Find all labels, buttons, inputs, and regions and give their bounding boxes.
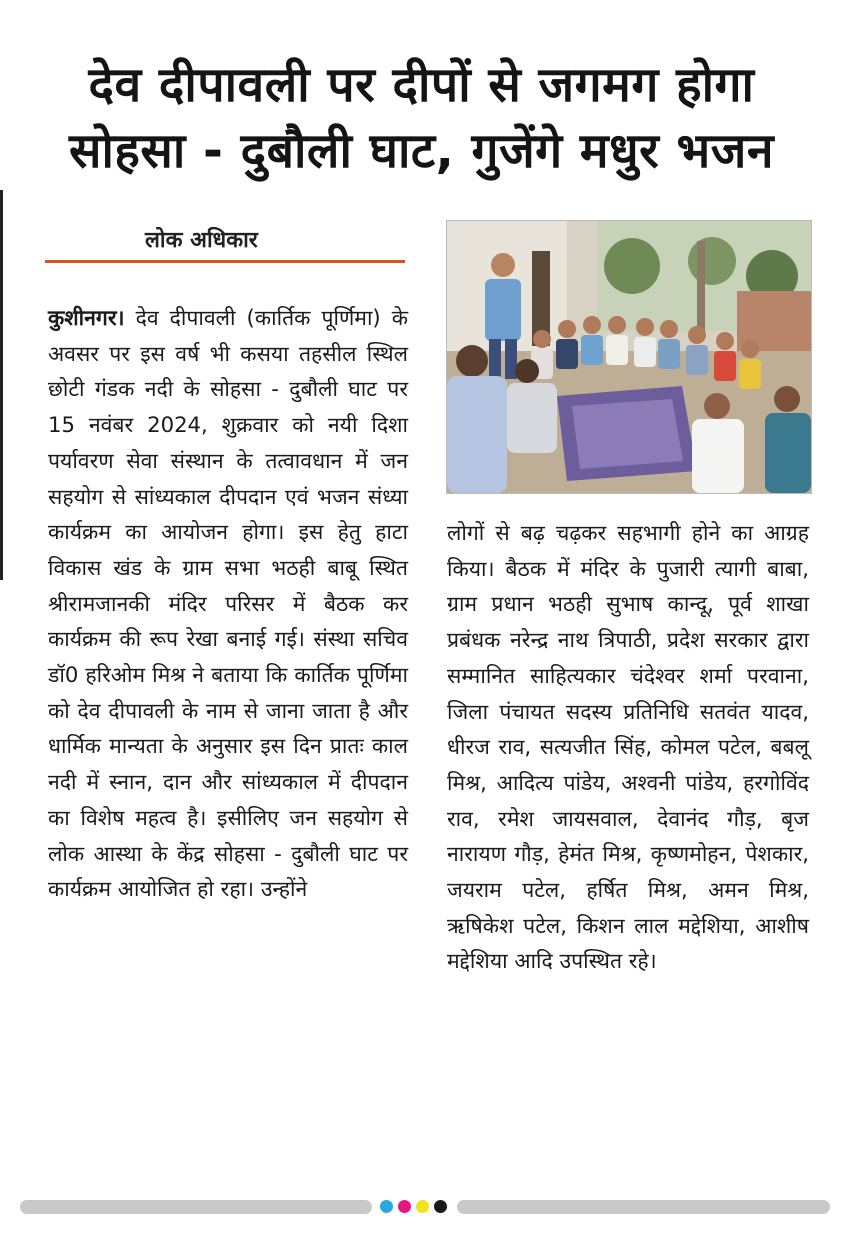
body-text-left: देव दीपावली (कार्तिक पूर्णिमा) के अवसर पर इस वर्ष भी कसया तहसील स्थिल छोटी गंडक नदी के सोहसा - दुबौली घाट पर 15 नवंबर 2024, शुक्रवार को नयी दिशा पर्यावरण सेवा संस्थान के तत्वावधान में जन सहयोग से सांध्यकाल दीपदान एवं भजन संध्या कार्यक्रम का आयोजन होगा। इस हेतु हाटा विकास खंड के ग्राम सभा भठही बाबू स्थित श्रीरामजानकी मंदिर परिसर में बैठक कर कार्यक्रम की रूप रेखा बनाई गई। संस्था सचिव डॉ0 हरिओम मिश्र ने बताया कि कार्तिक पूर्णिमा को देव दीपावली के नाम से जाना जाता है और धार्मिक मान्यता के अनुसार इस दिन प्रातः काल नदी में स्नान, दान और सांध्यकाल में दीपदान का विशेष महत्व है। इसीलिए जन सहयोग से लोक आस्था के केंद्र सोहसा - दुबौली घाट पर कार्यक्रम आयोजित हो रहा। उन्होंने	[48, 305, 408, 902]
left-margin-rule	[0, 190, 3, 580]
footer-bar-left	[20, 1200, 372, 1214]
cyan-dot	[380, 1200, 393, 1213]
byline-rule	[45, 260, 405, 263]
article-column-right	[447, 515, 809, 979]
meeting-photo-illustration	[447, 221, 811, 493]
yellow-dot	[416, 1200, 429, 1213]
headline	[20, 52, 823, 184]
dateline: कुशीनगर।	[48, 305, 125, 330]
news-photo	[446, 220, 812, 494]
body-text-right: लोगों से बढ़ चढ़कर सहभागी होने का आग्रह किया। बैठक में मंदिर के पुजारी त्यागी बाबा, ग्राम प्रधान भठही सुभाष कान्दू, पूर्व शाखा प्रबंधक नरेन्द्र नाथ त्रिपाठी, प्रदेश सरकार द्वारा सम्मानित साहित्यकार चंदेश्वर शर्मा परवाना, जिला पंचायत सदस्य प्रतिनिधि सतवंत यादव, धीरज राव, सत्यजीत सिंह, कोमल पटेल, बबलू मिश्र, आदित्य पांडेय, अश्वनी पांडेय, हरगोविंद राव, रमेश जायसवाल, देवानंद गौड़, बृज नारायण गौड़, हेमंत मिश्र, कृष्णमोहन, पेशकार, जयराम पटेल, हर्षित मिश्र, अमन मिश्र, ऋषिकेश पटेल, किशन लाल मद्देशिया, आशीष मद्देशिया आदि उपस्थित रहे।	[447, 520, 809, 974]
footer-color-dots	[380, 1199, 447, 1215]
footer-bar-right	[457, 1200, 830, 1214]
byline: लोक अधिकार	[145, 228, 258, 253]
magenta-dot	[398, 1200, 411, 1213]
headline-line-2: सोहसा - दुबौली घाट, गुजेंगे मधुर भजन	[69, 123, 774, 179]
article-column-left	[48, 300, 408, 907]
black-dot	[434, 1200, 447, 1213]
headline-line-1: देव दीपावली पर दीपों से जगमग होगा	[88, 57, 755, 113]
